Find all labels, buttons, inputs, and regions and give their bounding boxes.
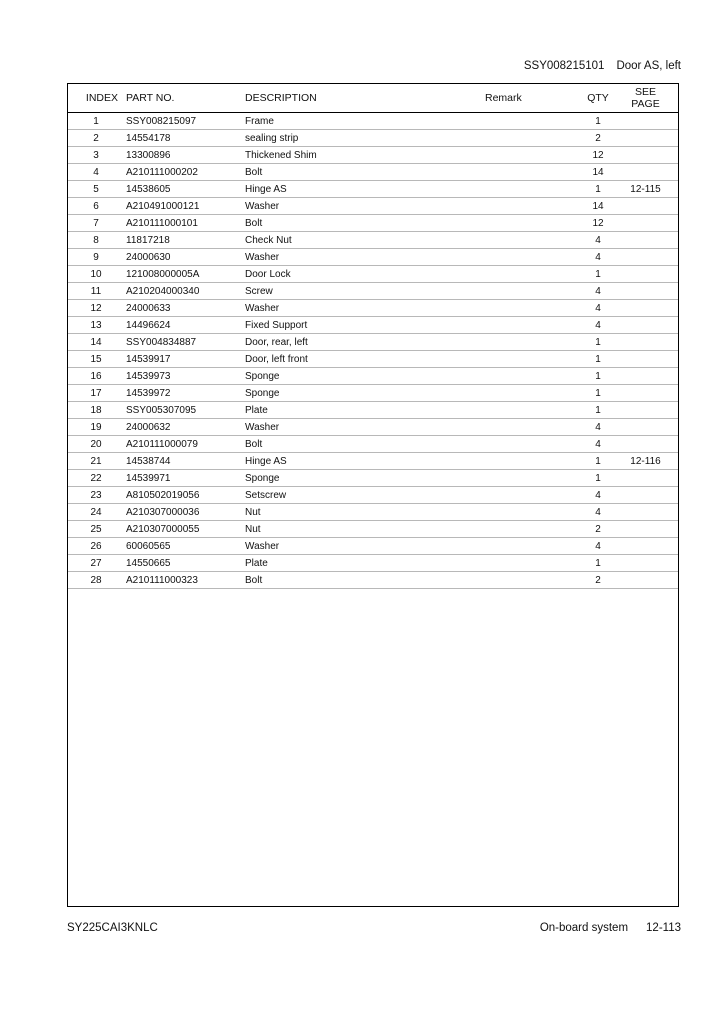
header-description: Door AS, left — [616, 60, 681, 72]
column-header-description: DESCRIPTION — [245, 84, 485, 113]
cell-see-page — [613, 266, 678, 283]
cell-spacer — [545, 334, 583, 351]
cell-remark — [485, 521, 545, 538]
cell-qty: 4 — [583, 436, 613, 453]
cell-see-page — [613, 368, 678, 385]
cell-qty: 12 — [583, 215, 613, 232]
cell-part-no: 11817218 — [124, 232, 245, 249]
cell-remark — [485, 113, 545, 130]
table-row — [68, 402, 678, 419]
cell-spacer — [545, 504, 583, 521]
cell-description: Washer — [245, 419, 485, 436]
cell-description: Sponge — [245, 385, 485, 402]
cell-qty: 4 — [583, 419, 613, 436]
cell-qty: 14 — [583, 198, 613, 215]
cell-remark — [485, 198, 545, 215]
cell-qty: 1 — [583, 385, 613, 402]
cell-index: 28 — [68, 572, 124, 589]
cell-see-page — [613, 232, 678, 249]
table-header-row — [68, 84, 678, 113]
cell-description: Hinge AS — [245, 453, 485, 470]
cell-spacer — [545, 198, 583, 215]
parts-table — [68, 84, 678, 589]
cell-description: Setscrew — [245, 487, 485, 504]
cell-part-no: 60060565 — [124, 538, 245, 555]
cell-remark — [485, 130, 545, 147]
cell-description: Bolt — [245, 436, 485, 453]
cell-description: Bolt — [245, 164, 485, 181]
cell-index: 7 — [68, 215, 124, 232]
table-row — [68, 198, 678, 215]
cell-spacer — [545, 147, 583, 164]
table-row — [68, 317, 678, 334]
cell-see-page — [613, 198, 678, 215]
table-row — [68, 504, 678, 521]
cell-spacer — [545, 487, 583, 504]
cell-index: 16 — [68, 368, 124, 385]
cell-part-no: 14539917 — [124, 351, 245, 368]
table-row — [68, 436, 678, 453]
cell-qty: 4 — [583, 232, 613, 249]
cell-part-no: A210307000055 — [124, 521, 245, 538]
cell-part-no: SSY004834887 — [124, 334, 245, 351]
page-header — [524, 60, 681, 72]
cell-index: 4 — [68, 164, 124, 181]
table-row — [68, 147, 678, 164]
cell-see-page — [613, 351, 678, 368]
cell-remark — [485, 419, 545, 436]
cell-qty: 1 — [583, 402, 613, 419]
cell-qty: 4 — [583, 317, 613, 334]
cell-index: 19 — [68, 419, 124, 436]
cell-part-no: A210111000202 — [124, 164, 245, 181]
table-row — [68, 538, 678, 555]
cell-spacer — [545, 555, 583, 572]
cell-part-no: A810502019056 — [124, 487, 245, 504]
cell-spacer — [545, 266, 583, 283]
cell-spacer — [545, 453, 583, 470]
cell-part-no: 13300896 — [124, 147, 245, 164]
cell-qty: 12 — [583, 147, 613, 164]
column-header-remark: Remark — [485, 84, 545, 113]
cell-spacer — [545, 470, 583, 487]
cell-spacer — [545, 538, 583, 555]
cell-see-page — [613, 317, 678, 334]
cell-remark — [485, 385, 545, 402]
cell-part-no: A210204000340 — [124, 283, 245, 300]
cell-index: 1 — [68, 113, 124, 130]
cell-index: 23 — [68, 487, 124, 504]
footer-model: SY225CAI3KNLC — [67, 922, 158, 934]
cell-part-no: 14539972 — [124, 385, 245, 402]
cell-part-no: 14539971 — [124, 470, 245, 487]
cell-spacer — [545, 249, 583, 266]
cell-spacer — [545, 300, 583, 317]
cell-see-page: 12-115 — [613, 181, 678, 198]
cell-spacer — [545, 113, 583, 130]
cell-description: Washer — [245, 538, 485, 555]
cell-see-page — [613, 419, 678, 436]
cell-description: Nut — [245, 521, 485, 538]
column-header-index: INDEX — [68, 84, 124, 113]
cell-remark — [485, 232, 545, 249]
cell-qty: 1 — [583, 453, 613, 470]
cell-see-page — [613, 300, 678, 317]
cell-index: 22 — [68, 470, 124, 487]
cell-remark — [485, 147, 545, 164]
cell-spacer — [545, 385, 583, 402]
cell-see-page — [613, 385, 678, 402]
table-row — [68, 181, 678, 198]
cell-see-page: 12-116 — [613, 453, 678, 470]
parts-table-frame — [67, 83, 679, 907]
cell-spacer — [545, 232, 583, 249]
cell-index: 15 — [68, 351, 124, 368]
table-row — [68, 572, 678, 589]
cell-see-page — [613, 334, 678, 351]
cell-part-no: SSY008215097 — [124, 113, 245, 130]
cell-description: Bolt — [245, 215, 485, 232]
cell-see-page — [613, 164, 678, 181]
cell-qty: 4 — [583, 487, 613, 504]
cell-description: Door, left front — [245, 351, 485, 368]
cell-see-page — [613, 572, 678, 589]
cell-part-no: 14538605 — [124, 181, 245, 198]
cell-description: Bolt — [245, 572, 485, 589]
cell-remark — [485, 181, 545, 198]
cell-qty: 1 — [583, 113, 613, 130]
cell-qty: 2 — [583, 130, 613, 147]
cell-spacer — [545, 419, 583, 436]
table-row — [68, 385, 678, 402]
cell-part-no: A210111000323 — [124, 572, 245, 589]
cell-description: Plate — [245, 555, 485, 572]
cell-description: Door Lock — [245, 266, 485, 283]
cell-index: 27 — [68, 555, 124, 572]
cell-qty: 1 — [583, 368, 613, 385]
cell-remark — [485, 572, 545, 589]
cell-index: 9 — [68, 249, 124, 266]
cell-part-no: 24000633 — [124, 300, 245, 317]
cell-remark — [485, 351, 545, 368]
cell-part-no: 24000632 — [124, 419, 245, 436]
cell-see-page — [613, 470, 678, 487]
cell-part-no: 24000630 — [124, 249, 245, 266]
table-row — [68, 368, 678, 385]
cell-part-no: A210491000121 — [124, 198, 245, 215]
cell-index: 18 — [68, 402, 124, 419]
cell-qty: 14 — [583, 164, 613, 181]
cell-see-page — [613, 283, 678, 300]
cell-see-page — [613, 487, 678, 504]
column-header-part-no: PART NO. — [124, 84, 245, 113]
column-header-spacer — [545, 84, 583, 113]
cell-description: Hinge AS — [245, 181, 485, 198]
table-row — [68, 283, 678, 300]
table-row — [68, 453, 678, 470]
cell-spacer — [545, 130, 583, 147]
table-row — [68, 232, 678, 249]
table-row — [68, 470, 678, 487]
cell-index: 10 — [68, 266, 124, 283]
cell-spacer — [545, 368, 583, 385]
cell-description: Washer — [245, 300, 485, 317]
cell-description: Nut — [245, 504, 485, 521]
cell-index: 2 — [68, 130, 124, 147]
cell-description: Screw — [245, 283, 485, 300]
table-row — [68, 164, 678, 181]
cell-see-page — [613, 555, 678, 572]
cell-spacer — [545, 215, 583, 232]
table-row — [68, 351, 678, 368]
cell-qty: 1 — [583, 555, 613, 572]
cell-remark — [485, 555, 545, 572]
cell-qty: 1 — [583, 351, 613, 368]
cell-spacer — [545, 181, 583, 198]
column-header-see-line2: PAGE — [631, 98, 660, 110]
cell-index: 13 — [68, 317, 124, 334]
cell-part-no: A210111000101 — [124, 215, 245, 232]
cell-qty: 1 — [583, 470, 613, 487]
cell-qty: 4 — [583, 538, 613, 555]
cell-remark — [485, 453, 545, 470]
cell-qty: 4 — [583, 283, 613, 300]
cell-see-page — [613, 538, 678, 555]
cell-remark — [485, 334, 545, 351]
cell-description: Door, rear, left — [245, 334, 485, 351]
cell-index: 25 — [68, 521, 124, 538]
cell-index: 20 — [68, 436, 124, 453]
cell-see-page — [613, 249, 678, 266]
footer-right — [540, 922, 681, 934]
cell-index: 14 — [68, 334, 124, 351]
cell-index: 5 — [68, 181, 124, 198]
cell-remark — [485, 504, 545, 521]
cell-see-page — [613, 113, 678, 130]
table-row — [68, 521, 678, 538]
cell-remark — [485, 283, 545, 300]
cell-description: Sponge — [245, 470, 485, 487]
cell-see-page — [613, 130, 678, 147]
cell-remark — [485, 215, 545, 232]
table-row — [68, 334, 678, 351]
cell-see-page — [613, 521, 678, 538]
cell-qty: 2 — [583, 521, 613, 538]
column-header-see-page — [613, 84, 678, 113]
cell-see-page — [613, 402, 678, 419]
cell-index: 21 — [68, 453, 124, 470]
cell-description: Washer — [245, 249, 485, 266]
cell-part-no: 14539973 — [124, 368, 245, 385]
cell-index: 3 — [68, 147, 124, 164]
cell-description: Washer — [245, 198, 485, 215]
cell-remark — [485, 368, 545, 385]
cell-remark — [485, 538, 545, 555]
table-row — [68, 249, 678, 266]
cell-index: 11 — [68, 283, 124, 300]
cell-part-no: 14538744 — [124, 453, 245, 470]
cell-spacer — [545, 402, 583, 419]
cell-qty: 2 — [583, 572, 613, 589]
cell-remark — [485, 436, 545, 453]
cell-see-page — [613, 436, 678, 453]
cell-description: Fixed Support — [245, 317, 485, 334]
cell-part-no: 14550665 — [124, 555, 245, 572]
cell-description: Frame — [245, 113, 485, 130]
cell-part-no: 14496624 — [124, 317, 245, 334]
cell-index: 6 — [68, 198, 124, 215]
column-header-see-line1: SEE — [634, 86, 656, 98]
cell-spacer — [545, 283, 583, 300]
table-row — [68, 487, 678, 504]
cell-index: 24 — [68, 504, 124, 521]
table-row — [68, 266, 678, 283]
table-row — [68, 555, 678, 572]
cell-qty: 1 — [583, 266, 613, 283]
cell-remark — [485, 164, 545, 181]
cell-index: 8 — [68, 232, 124, 249]
table-row — [68, 215, 678, 232]
table-row — [68, 113, 678, 130]
cell-description: Plate — [245, 402, 485, 419]
cell-qty: 1 — [583, 334, 613, 351]
cell-spacer — [545, 351, 583, 368]
cell-spacer — [545, 521, 583, 538]
cell-spacer — [545, 317, 583, 334]
cell-part-no: A210307000036 — [124, 504, 245, 521]
table-row — [68, 130, 678, 147]
header-part-number: SSY008215101 — [523, 60, 605, 72]
cell-see-page — [613, 215, 678, 232]
table-body — [68, 113, 678, 589]
cell-spacer — [545, 436, 583, 453]
cell-part-no: A210111000079 — [124, 436, 245, 453]
cell-remark — [485, 487, 545, 504]
cell-part-no: SSY005307095 — [124, 402, 245, 419]
cell-index: 12 — [68, 300, 124, 317]
cell-index: 26 — [68, 538, 124, 555]
cell-remark — [485, 317, 545, 334]
cell-qty: 4 — [583, 300, 613, 317]
cell-remark — [485, 249, 545, 266]
cell-description: Thickened Shim — [245, 147, 485, 164]
cell-description: sealing strip — [245, 130, 485, 147]
table-row — [68, 419, 678, 436]
cell-spacer — [545, 572, 583, 589]
cell-part-no: 121008000005A — [124, 266, 245, 283]
cell-qty: 1 — [583, 181, 613, 198]
cell-part-no: 14554178 — [124, 130, 245, 147]
table-row — [68, 300, 678, 317]
cell-remark — [485, 300, 545, 317]
footer-section: On-board system — [539, 922, 629, 934]
cell-see-page — [613, 147, 678, 164]
footer-page-number: 12-113 — [646, 922, 681, 934]
cell-qty: 4 — [583, 249, 613, 266]
cell-spacer — [545, 164, 583, 181]
cell-see-page — [613, 504, 678, 521]
cell-remark — [485, 266, 545, 283]
column-header-qty: QTY — [583, 84, 613, 113]
cell-qty: 4 — [583, 504, 613, 521]
cell-index: 17 — [68, 385, 124, 402]
cell-remark — [485, 402, 545, 419]
cell-description: Sponge — [245, 368, 485, 385]
cell-remark — [485, 470, 545, 487]
cell-description: Check Nut — [245, 232, 485, 249]
